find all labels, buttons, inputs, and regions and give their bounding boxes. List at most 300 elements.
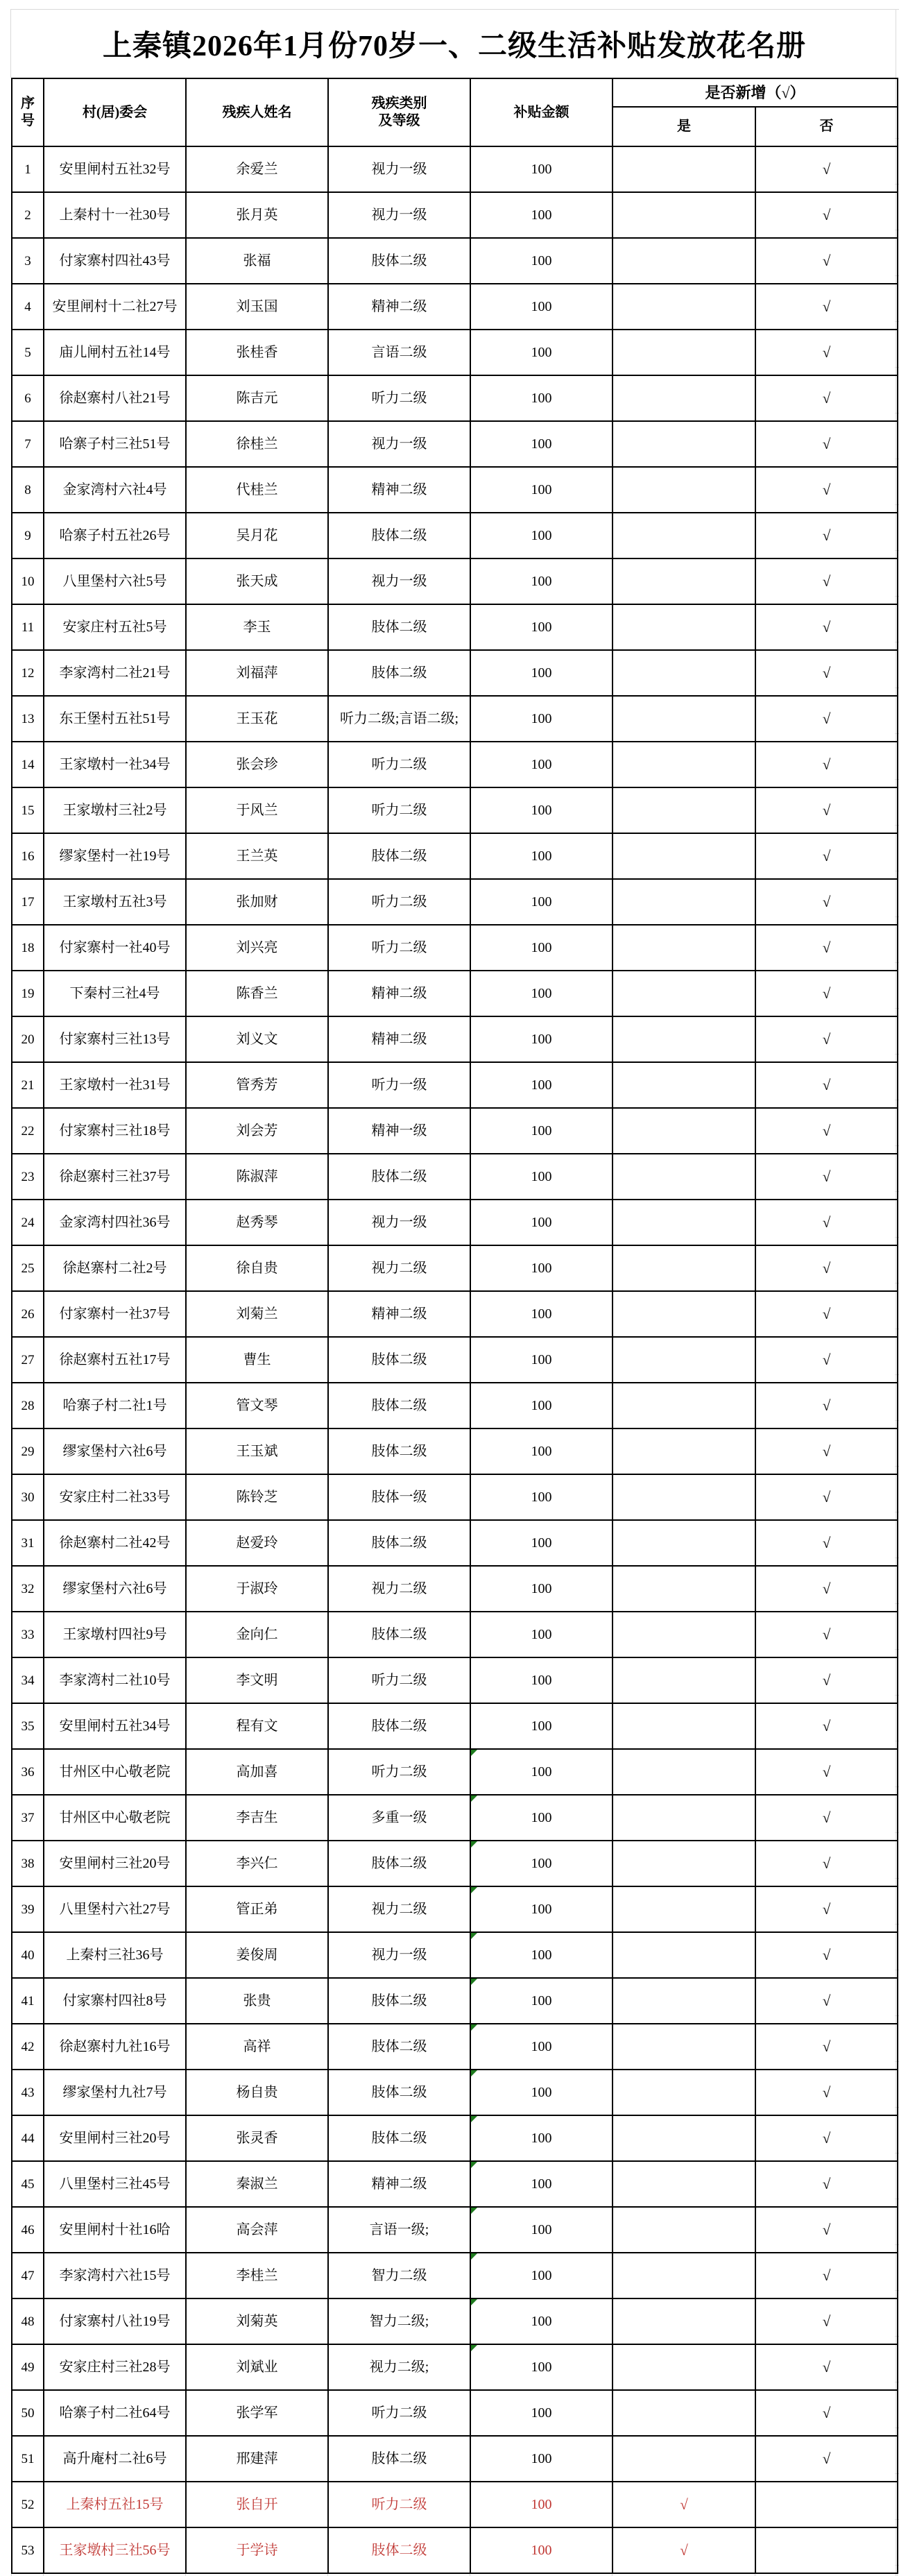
- cell-new-yes: [613, 1566, 755, 1612]
- cell-category: 肢体二级: [328, 604, 470, 650]
- cell-amount: 100: [470, 1749, 613, 1795]
- cell-village: 安家庄村三社28号: [44, 2344, 186, 2390]
- cell-amount: 100: [470, 1474, 613, 1520]
- cell-index: 24: [12, 1200, 44, 1245]
- cell-category: 言语一级;: [328, 2207, 470, 2253]
- cell-amount: 100: [470, 238, 613, 284]
- green-corner-marker-icon: [471, 2162, 477, 2168]
- cell-new-yes: [613, 1154, 755, 1200]
- cell-amount: 100: [470, 2527, 613, 2573]
- cell-index: 48: [12, 2298, 44, 2344]
- register-table: [11, 78, 898, 2574]
- cell-new-no: √: [755, 1795, 898, 1841]
- cell-amount: 100: [470, 1795, 613, 1841]
- cell-new-no: √: [755, 1428, 898, 1474]
- cell-village: 八里堡村六社27号: [44, 1886, 186, 1932]
- cell-amount: 100: [470, 375, 613, 421]
- subsidy-row: [12, 971, 898, 1016]
- cell-amount: 100: [470, 513, 613, 558]
- subsidy-row: [12, 284, 898, 330]
- cell-new-yes: [613, 2298, 755, 2344]
- col-header-yes: 是: [613, 107, 755, 146]
- cell-village: 缪家堡村九社7号: [44, 2070, 186, 2115]
- cell-new-yes: √: [613, 2482, 755, 2527]
- cell-amount: 100: [470, 421, 613, 467]
- cell-new-no: √: [755, 971, 898, 1016]
- cell-category: 视力二级: [328, 1886, 470, 1932]
- cell-name: 刘菊兰: [186, 1291, 328, 1337]
- cell-new-yes: [613, 2161, 755, 2207]
- cell-new-no: √: [755, 2390, 898, 2436]
- cell-index: 4: [12, 284, 44, 330]
- cell-index: 22: [12, 1108, 44, 1154]
- cell-village: 东王堡村五社51号: [44, 696, 186, 742]
- subsidy-row: [12, 1795, 898, 1841]
- cell-village: 徐赵寨村九社16号: [44, 2024, 186, 2070]
- subsidy-row: [12, 650, 898, 696]
- cell-new-no: √: [755, 1154, 898, 1200]
- cell-name: 李文明: [186, 1657, 328, 1703]
- cell-index: 46: [12, 2207, 44, 2253]
- subsidy-row: [12, 1474, 898, 1520]
- cell-category: 肢体二级: [328, 1154, 470, 1200]
- cell-new-yes: [613, 604, 755, 650]
- cell-new-yes: [613, 330, 755, 375]
- subsidy-row: [12, 787, 898, 833]
- cell-new-yes: [613, 284, 755, 330]
- cell-village: 安里闸村十社16哈: [44, 2207, 186, 2253]
- cell-village: 徐赵寨村五社17号: [44, 1337, 186, 1383]
- cell-index: 11: [12, 604, 44, 650]
- cell-index: 23: [12, 1154, 44, 1200]
- cell-village: 王家墩村五社3号: [44, 879, 186, 925]
- cell-name: 程有文: [186, 1703, 328, 1749]
- cell-index: 36: [12, 1749, 44, 1795]
- cell-new-yes: [613, 1749, 755, 1795]
- cell-amount: 100: [470, 1520, 613, 1566]
- cell-index: 52: [12, 2482, 44, 2527]
- cell-amount: 100: [470, 879, 613, 925]
- cell-amount: 100: [470, 558, 613, 604]
- cell-new-no: √: [755, 1749, 898, 1795]
- cell-new-no: √: [755, 1200, 898, 1245]
- cell-village: 徐赵寨村三社37号: [44, 1154, 186, 1200]
- cell-category: 视力一级: [328, 558, 470, 604]
- cell-new-yes: [613, 742, 755, 787]
- cell-amount: 100: [470, 2482, 613, 2527]
- cell-name: 刘义文: [186, 1016, 328, 1062]
- cell-new-no: √: [755, 1978, 898, 2024]
- cell-village: 付家寨村四社8号: [44, 1978, 186, 2024]
- cell-name: 张福: [186, 238, 328, 284]
- cell-name: 刘斌业: [186, 2344, 328, 2390]
- cell-new-no: √: [755, 513, 898, 558]
- cell-new-yes: [613, 1520, 755, 1566]
- cell-amount: 100: [470, 1108, 613, 1154]
- col-header-no: 否: [755, 107, 898, 146]
- cell-new-no: √: [755, 1520, 898, 1566]
- cell-new-yes: √: [613, 2527, 755, 2573]
- cell-amount: 100: [470, 604, 613, 650]
- cell-index: 33: [12, 1612, 44, 1657]
- subsidy-row: [12, 879, 898, 925]
- cell-new-no: √: [755, 2253, 898, 2298]
- cell-new-yes: [613, 1795, 755, 1841]
- cell-name: 张月英: [186, 192, 328, 238]
- cell-village: 李家湾村二社21号: [44, 650, 186, 696]
- cell-name: 陈香兰: [186, 971, 328, 1016]
- cell-village: 上秦村十一社30号: [44, 192, 186, 238]
- cell-category: 听力二级;言语二级;: [328, 696, 470, 742]
- cell-category: 听力二级: [328, 742, 470, 787]
- subsidy-row: [12, 1108, 898, 1154]
- cell-name: 管文琴: [186, 1383, 328, 1428]
- subsidy-row: [12, 833, 898, 879]
- cell-new-yes: [613, 1062, 755, 1108]
- cell-amount: 100: [470, 1612, 613, 1657]
- cell-new-no: √: [755, 238, 898, 284]
- cell-new-no: √: [755, 650, 898, 696]
- cell-amount: 100: [470, 1703, 613, 1749]
- cell-new-no: √: [755, 1703, 898, 1749]
- green-corner-marker-icon: [471, 2299, 477, 2305]
- cell-new-yes: [613, 2207, 755, 2253]
- cell-category: 肢体二级: [328, 2070, 470, 2115]
- cell-amount: 100: [470, 2253, 613, 2298]
- cell-amount: 100: [470, 1657, 613, 1703]
- cell-amount: 100: [470, 650, 613, 696]
- cell-amount: 100: [470, 971, 613, 1016]
- cell-index: 50: [12, 2390, 44, 2436]
- cell-category: 肢体二级: [328, 1612, 470, 1657]
- cell-village: 李家湾村六社15号: [44, 2253, 186, 2298]
- cell-new-yes: [613, 2390, 755, 2436]
- cell-new-no: √: [755, 696, 898, 742]
- col-header-name: 残疾人姓名: [186, 78, 328, 146]
- cell-name: 杨自贵: [186, 2070, 328, 2115]
- green-corner-marker-icon: [471, 2116, 477, 2122]
- subsidy-row: [12, 1749, 898, 1795]
- subsidy-row: [12, 1245, 898, 1291]
- cell-new-yes: [613, 1337, 755, 1383]
- cell-category: 言语二级: [328, 330, 470, 375]
- cell-category: 肢体二级: [328, 238, 470, 284]
- cell-index: 15: [12, 787, 44, 833]
- cell-village: 缪家堡村六社6号: [44, 1428, 186, 1474]
- subsidy-row: [12, 1932, 898, 1978]
- cell-village: 付家寨村一社37号: [44, 1291, 186, 1337]
- subsidy-row: [12, 604, 898, 650]
- cell-village: 安里闸村三社20号: [44, 2115, 186, 2161]
- cell-village: 徐赵寨村二社2号: [44, 1245, 186, 1291]
- subsidy-row: [12, 1200, 898, 1245]
- col-header-is-new: 是否新增（√）: [613, 78, 898, 107]
- cell-new-no: √: [755, 1841, 898, 1886]
- cell-category: 肢体二级: [328, 2115, 470, 2161]
- cell-name: 陈吉元: [186, 375, 328, 421]
- cell-category: 智力二级: [328, 2253, 470, 2298]
- cell-name: 李兴仁: [186, 1841, 328, 1886]
- cell-name: 于风兰: [186, 787, 328, 833]
- cell-category: 肢体二级: [328, 2436, 470, 2482]
- cell-new-yes: [613, 650, 755, 696]
- cell-name: 张贵: [186, 1978, 328, 2024]
- cell-amount: 100: [470, 2070, 613, 2115]
- cell-index: 45: [12, 2161, 44, 2207]
- subsidy-row: [12, 1978, 898, 2024]
- cell-amount: 100: [470, 192, 613, 238]
- cell-index: 6: [12, 375, 44, 421]
- subsidy-row: [12, 192, 898, 238]
- cell-new-no: √: [755, 2024, 898, 2070]
- cell-index: 31: [12, 1520, 44, 1566]
- cell-category: 精神二级: [328, 284, 470, 330]
- subsidy-row: [12, 1657, 898, 1703]
- cell-name: 赵秀琴: [186, 1200, 328, 1245]
- cell-village: 上秦村三社36号: [44, 1932, 186, 1978]
- cell-new-yes: [613, 1932, 755, 1978]
- cell-new-no: [755, 2482, 898, 2527]
- cell-village: 付家寨村三社13号: [44, 1016, 186, 1062]
- cell-village: 缪家堡村一社19号: [44, 833, 186, 879]
- subsidy-row: [12, 2070, 898, 2115]
- cell-amount: 100: [470, 833, 613, 879]
- cell-new-yes: [613, 1841, 755, 1886]
- cell-name: 于淑玲: [186, 1566, 328, 1612]
- cell-new-yes: [613, 1108, 755, 1154]
- cell-category: 听力一级: [328, 1062, 470, 1108]
- cell-category: 视力一级: [328, 421, 470, 467]
- subsidy-row: [12, 1841, 898, 1886]
- cell-new-no: √: [755, 1657, 898, 1703]
- cell-new-no: √: [755, 192, 898, 238]
- cell-new-yes: [613, 1428, 755, 1474]
- subsidy-row: [12, 558, 898, 604]
- cell-category: 肢体二级: [328, 1703, 470, 1749]
- cell-category: 听力二级: [328, 2482, 470, 2527]
- cell-amount: 100: [470, 2298, 613, 2344]
- cell-new-no: √: [755, 467, 898, 513]
- cell-category: 肢体二级: [328, 1520, 470, 1566]
- cell-new-yes: [613, 513, 755, 558]
- cell-index: 3: [12, 238, 44, 284]
- cell-new-yes: [613, 1474, 755, 1520]
- cell-index: 13: [12, 696, 44, 742]
- cell-index: 2: [12, 192, 44, 238]
- cell-index: 30: [12, 1474, 44, 1520]
- cell-new-no: √: [755, 1245, 898, 1291]
- subsidy-row: [12, 238, 898, 284]
- cell-index: 39: [12, 1886, 44, 1932]
- cell-amount: 100: [470, 1932, 613, 1978]
- cell-name: 李玉: [186, 604, 328, 650]
- subsidy-row: [12, 1154, 898, 1200]
- cell-amount: 100: [470, 2024, 613, 2070]
- cell-name: 高祥: [186, 2024, 328, 2070]
- cell-new-no: √: [755, 2115, 898, 2161]
- subsidy-row: [12, 1016, 898, 1062]
- col-header-index: 序号: [12, 78, 44, 146]
- subsidy-row: [12, 696, 898, 742]
- cell-new-no: √: [755, 2207, 898, 2253]
- cell-index: 12: [12, 650, 44, 696]
- cell-index: 7: [12, 421, 44, 467]
- cell-index: 34: [12, 1657, 44, 1703]
- cell-new-no: √: [755, 2436, 898, 2482]
- cell-village: 付家寨村一社40号: [44, 925, 186, 971]
- cell-new-yes: [613, 1978, 755, 2024]
- cell-village: 付家寨村三社18号: [44, 1108, 186, 1154]
- cell-name: 刘福萍: [186, 650, 328, 696]
- cell-new-yes: [613, 2253, 755, 2298]
- cell-amount: 100: [470, 1566, 613, 1612]
- header-row-1: [12, 78, 898, 107]
- subsidy-row: [12, 146, 898, 192]
- cell-new-no: √: [755, 742, 898, 787]
- subsidy-row: [12, 2527, 898, 2573]
- cell-amount: 100: [470, 1841, 613, 1886]
- cell-name: 刘玉国: [186, 284, 328, 330]
- cell-new-yes: [613, 879, 755, 925]
- cell-name: 张自开: [186, 2482, 328, 2527]
- cell-village: 甘州区中心敬老院: [44, 1749, 186, 1795]
- green-corner-marker-icon: [471, 1841, 477, 1848]
- cell-index: 14: [12, 742, 44, 787]
- cell-index: 41: [12, 1978, 44, 2024]
- cell-category: 视力一级: [328, 1200, 470, 1245]
- col-header-amount: 补贴金额: [470, 78, 613, 146]
- cell-name: 余爱兰: [186, 146, 328, 192]
- cell-new-no: √: [755, 1383, 898, 1428]
- cell-category: 肢体二级: [328, 650, 470, 696]
- cell-index: 18: [12, 925, 44, 971]
- cell-amount: 100: [470, 284, 613, 330]
- cell-village: 下秦村三社4号: [44, 971, 186, 1016]
- cell-index: 38: [12, 1841, 44, 1886]
- cell-new-yes: [613, 1016, 755, 1062]
- cell-category: 精神二级: [328, 467, 470, 513]
- cell-new-no: √: [755, 787, 898, 833]
- cell-village: 王家墩村一社34号: [44, 742, 186, 787]
- cell-name: 秦淑兰: [186, 2161, 328, 2207]
- cell-index: 10: [12, 558, 44, 604]
- cell-village: 哈寨子村二社64号: [44, 2390, 186, 2436]
- cell-amount: 100: [470, 2161, 613, 2207]
- cell-new-no: [755, 2527, 898, 2573]
- cell-village: 付家寨村四社43号: [44, 238, 186, 284]
- cell-index: 9: [12, 513, 44, 558]
- cell-index: 44: [12, 2115, 44, 2161]
- cell-village: 金家湾村六社4号: [44, 467, 186, 513]
- subsidy-row: [12, 2298, 898, 2344]
- cell-index: 5: [12, 330, 44, 375]
- cell-village: 王家墩村四社9号: [44, 1612, 186, 1657]
- cell-name: 刘兴亮: [186, 925, 328, 971]
- cell-new-yes: [613, 971, 755, 1016]
- cell-name: 王玉斌: [186, 1428, 328, 1474]
- cell-category: 听力二级: [328, 2390, 470, 2436]
- subsidy-row: [12, 2115, 898, 2161]
- cell-name: 李吉生: [186, 1795, 328, 1841]
- cell-new-yes: [613, 375, 755, 421]
- cell-new-no: √: [755, 284, 898, 330]
- cell-amount: 100: [470, 925, 613, 971]
- cell-new-no: √: [755, 1886, 898, 1932]
- cell-new-no: √: [755, 375, 898, 421]
- cell-name: 姜俊周: [186, 1932, 328, 1978]
- cell-amount: 100: [470, 1200, 613, 1245]
- cell-amount: 100: [470, 467, 613, 513]
- subsidy-row: [12, 513, 898, 558]
- cell-village: 王家墩村三社2号: [44, 787, 186, 833]
- cell-amount: 100: [470, 696, 613, 742]
- cell-category: 肢体二级: [328, 833, 470, 879]
- cell-index: 1: [12, 146, 44, 192]
- cell-village: 徐赵寨村二社42号: [44, 1520, 186, 1566]
- cell-new-no: √: [755, 330, 898, 375]
- cell-name: 管秀芳: [186, 1062, 328, 1108]
- subsidy-row: [12, 2024, 898, 2070]
- cell-new-no: √: [755, 1062, 898, 1108]
- cell-index: 29: [12, 1428, 44, 1474]
- cell-name: 张会珍: [186, 742, 328, 787]
- green-corner-marker-icon: [471, 1979, 477, 1985]
- subsidy-row: [12, 1612, 898, 1657]
- cell-new-yes: [613, 146, 755, 192]
- cell-amount: 100: [470, 2390, 613, 2436]
- cell-amount: 100: [470, 787, 613, 833]
- subsidy-row: [12, 742, 898, 787]
- cell-index: 27: [12, 1337, 44, 1383]
- cell-new-yes: [613, 421, 755, 467]
- cell-amount: 100: [470, 1016, 613, 1062]
- subsidy-row: [12, 2390, 898, 2436]
- cell-category: 视力二级: [328, 1566, 470, 1612]
- cell-name: 代桂兰: [186, 467, 328, 513]
- cell-new-no: √: [755, 1932, 898, 1978]
- cell-amount: 100: [470, 1154, 613, 1200]
- cell-index: 43: [12, 2070, 44, 2115]
- cell-new-no: √: [755, 1566, 898, 1612]
- cell-new-no: √: [755, 1474, 898, 1520]
- subsidy-row: [12, 1337, 898, 1383]
- cell-new-yes: [613, 1612, 755, 1657]
- cell-amount: 100: [470, 1383, 613, 1428]
- cell-name: 赵爱玲: [186, 1520, 328, 1566]
- cell-index: 25: [12, 1245, 44, 1291]
- cell-category: 精神二级: [328, 971, 470, 1016]
- green-corner-marker-icon: [471, 2253, 477, 2260]
- cell-name: 陈淑萍: [186, 1154, 328, 1200]
- cell-village: 安家庄村二社33号: [44, 1474, 186, 1520]
- subsidy-row: [12, 1520, 898, 1566]
- cell-amount: 100: [470, 2207, 613, 2253]
- subsidy-row: [12, 1428, 898, 1474]
- cell-category: 肢体二级: [328, 1978, 470, 2024]
- green-corner-marker-icon: [471, 1795, 477, 1802]
- register-table-body: [12, 146, 898, 2573]
- cell-new-yes: [613, 192, 755, 238]
- cell-new-no: √: [755, 421, 898, 467]
- subsidy-row: [12, 375, 898, 421]
- cell-new-no: √: [755, 1612, 898, 1657]
- cell-category: 听力二级: [328, 1657, 470, 1703]
- cell-village: 甘州区中心敬老院: [44, 1795, 186, 1841]
- cell-new-no: √: [755, 1291, 898, 1337]
- cell-new-yes: [613, 1245, 755, 1291]
- cell-new-yes: [613, 2436, 755, 2482]
- cell-name: 张桂香: [186, 330, 328, 375]
